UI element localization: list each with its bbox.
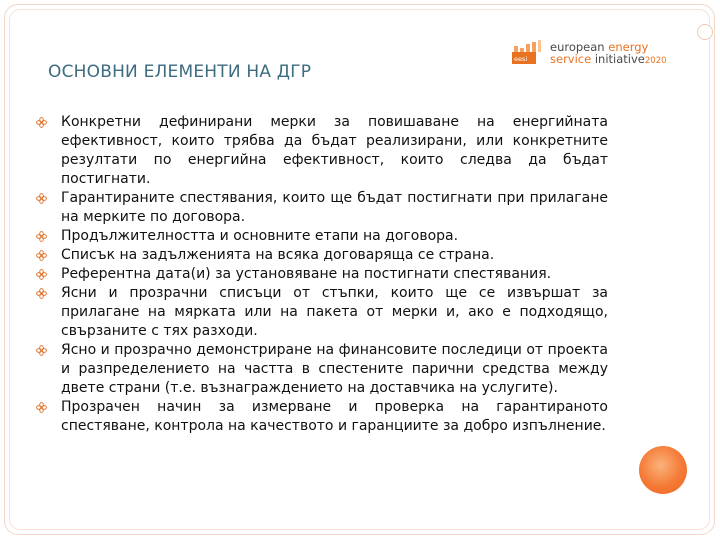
four-petal-flower-icon [36,231,47,242]
bullet-text: Ясно и прозрачно демонстриране на финансовите последици от проекта и разпределението на частта в спестените парични средства между двете страни (т.е. възнаграждението на доставчика на услугите). [61,342,608,396]
eesi-logo-mark-icon [510,40,546,66]
bullet-item [36,189,608,227]
bullet-list [36,113,608,436]
bullet-text: Референтна дата(и) за установяване на постигнати спестявания. [61,266,552,282]
bullet-item [36,398,608,436]
logo-year: 2020 [644,56,667,66]
logo-line-2 [550,53,667,67]
logo-mark-text: eesi [514,55,528,63]
bullet-item [36,284,608,341]
eesi-logo [510,40,685,66]
four-petal-flower-icon [36,402,47,413]
four-petal-flower-icon [36,250,47,261]
logo-word-energy: energy [608,40,649,54]
bullet-item [36,265,608,284]
four-petal-flower-icon [36,288,47,299]
bullet-item [36,246,608,265]
four-petal-flower-icon [36,345,47,356]
bullet-item [36,113,608,189]
bullet-text: Гарантираните спестявания, които ще бъдат постигнати при прилагане на мерките по договора. [61,190,608,225]
bullet-item [36,227,608,246]
bullet-item [36,341,608,398]
four-petal-flower-icon [36,193,47,204]
logo-word-european: european [550,40,605,54]
four-petal-flower-icon [36,117,47,128]
bullet-text: Прозрачен начин за измерване и проверка на гарантираното спестяване, контрола на качеството и гаранциите за добро изпълнение. [61,399,608,434]
logo-word-service: service [550,52,592,66]
bullet-text: Ясни и прозрачни списъци от стъпки, които ще се извършат за прилагане на мярката или на пакета от мерки и, ако е подходящо, свързаните с тях разходи. [61,285,608,339]
decorative-circle-bottom [639,446,687,494]
bullet-text: Списък на задълженията на всяка договаряща се страна. [61,247,495,263]
bullet-text: Конкретни дефинирани мерки за повишаване на енергийната ефективност, които трябва да бъдат реализирани, или конкретните резултати по енергийна ефективност, които следва да бъдат постигнати. [61,114,608,187]
four-petal-flower-icon [36,269,47,280]
bullet-text: Продължителността и основните етапи на договора. [61,228,459,244]
logo-word-initiative: initiative [594,52,645,66]
decorative-circle-top [697,24,713,40]
slide-title: ОСНОВНИ ЕЛЕМЕНТИ НА ДГР [48,62,312,82]
